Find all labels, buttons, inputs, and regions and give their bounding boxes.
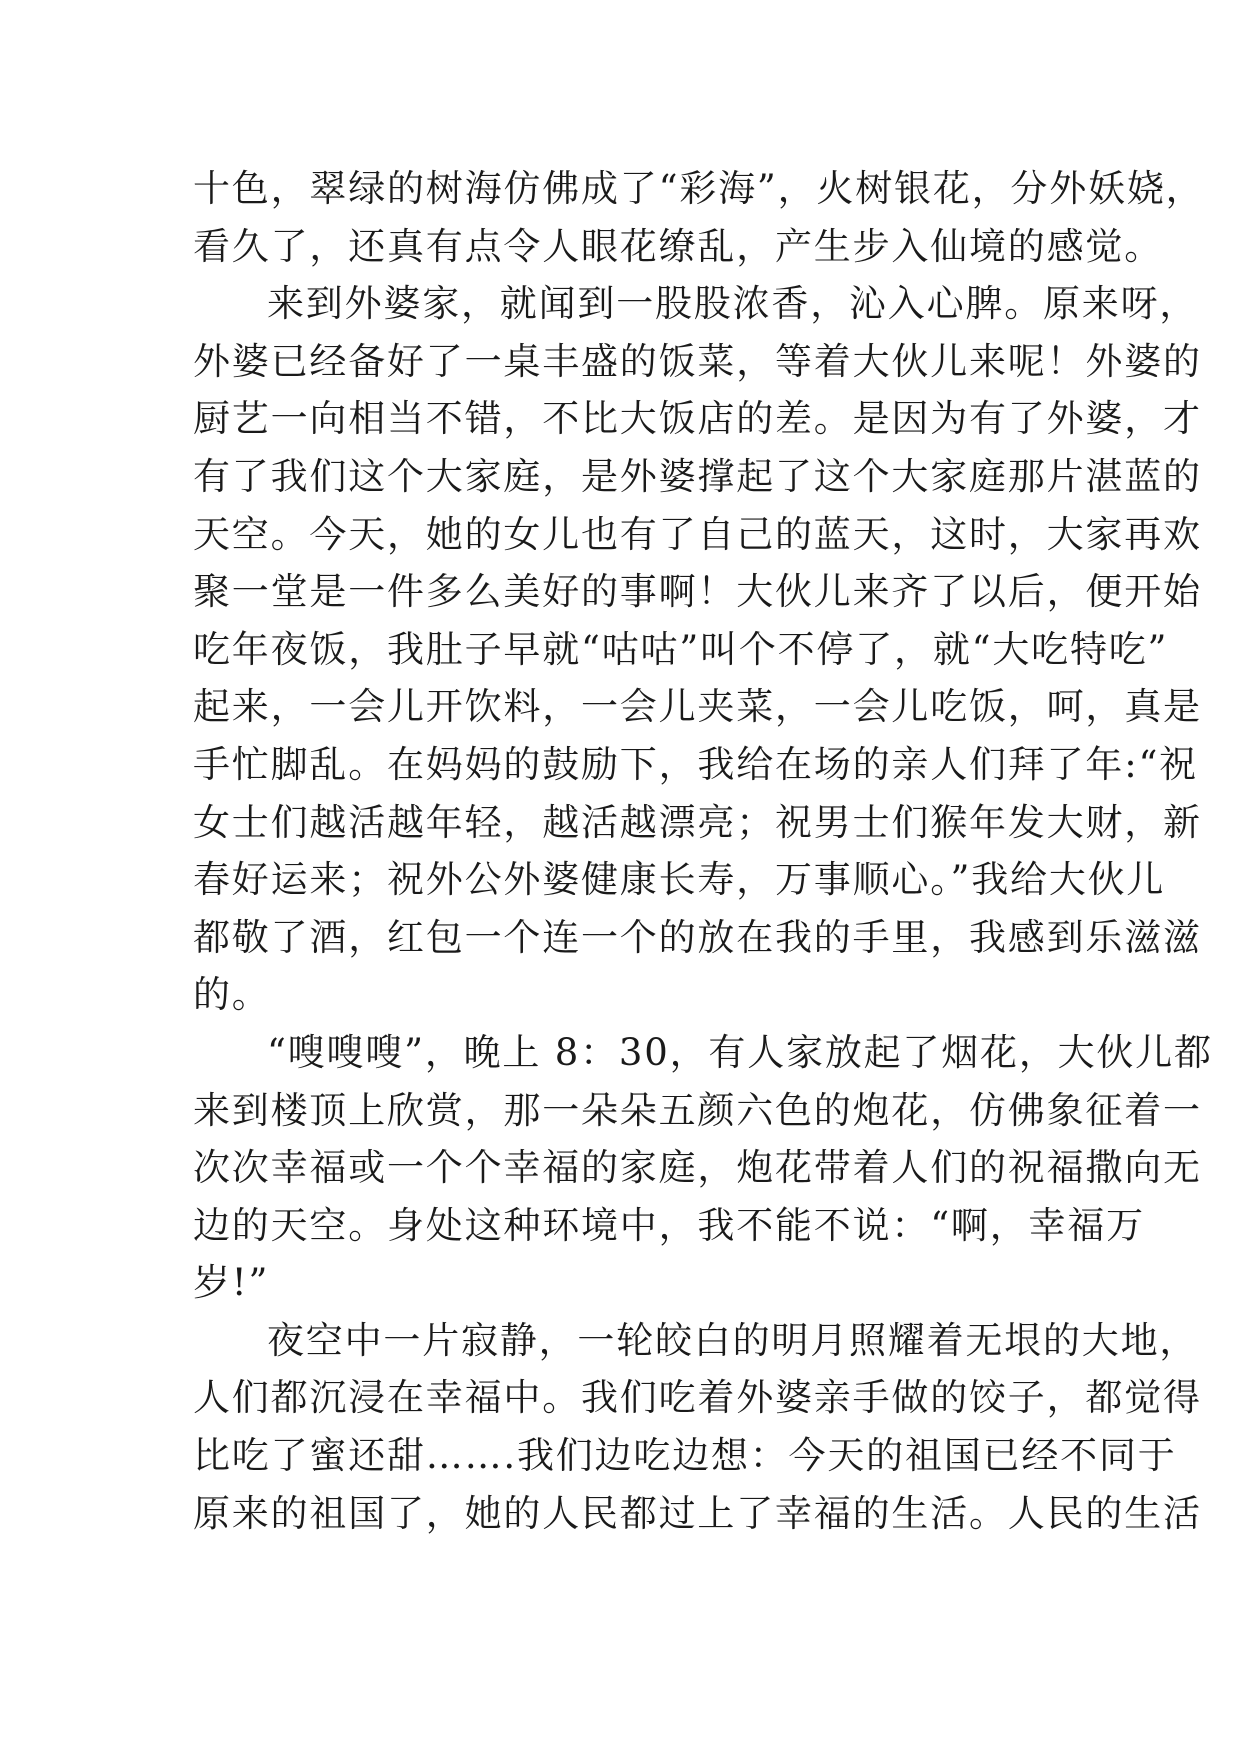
text-line: 吃年夜饭，我肚子早就“咕咕”叫个不停了，就“大吃特吃” xyxy=(193,627,1169,671)
text-line: 春好运来；祝外公外婆健康长寿，万事顺心。”我给大伙儿 xyxy=(193,858,1166,902)
text-line: 来到楼顶上欣赏，那一朵朵五颜六色的炮花，仿佛象征着一 xyxy=(193,1088,1202,1132)
body-text xyxy=(193,160,1213,1542)
text-line: 边的天空。身处这种环境中，我不能不说：“啊，幸福万 xyxy=(193,1203,1145,1247)
text-line: 有了我们这个大家庭，是外婆撑起了这个大家庭那片湛蓝的 xyxy=(193,454,1202,498)
text-line: 天空。今天，她的女儿也有了自己的蓝天，这时，大家再欢 xyxy=(193,512,1202,556)
text-line: 比吃了蜜还甜…….我们边吃边想：今天的祖国已经不同于 xyxy=(193,1434,1177,1478)
text-line: 厨艺一向相当不错，不比大饭店的差。是因为有了外婆，才 xyxy=(193,397,1202,441)
paragraph-start-line: 夜空中一片寂静，一轮皎白的明月照耀着无垠的大地， xyxy=(267,1318,1199,1362)
text-line: 次次幸福或一个个幸福的家庭，炮花带着人们的祝福撒向无 xyxy=(193,1146,1202,1190)
text-line: 的。 xyxy=(193,973,271,1017)
text-line: 看久了，还真有点令人眼花缭乱，产生步入仙境的感觉。 xyxy=(193,224,1163,268)
paragraph-start-line: 来到外婆家，就闻到一股股浓香，沁入心脾。原来呀， xyxy=(267,282,1199,326)
text-line: 聚一堂是一件多么美好的事啊！大伙儿来齐了以后，便开始 xyxy=(193,570,1202,614)
paragraph-start-line: “嗖嗖嗖”，晚上 8：30，有人家放起了烟花，大伙儿都 xyxy=(267,1030,1213,1074)
text-line: 外婆已经备好了一桌丰盛的饭菜，等着大伙儿来呢！外婆的 xyxy=(193,339,1202,383)
text-line: 手忙脚乱。在妈妈的鼓励下，我给在场的亲人们拜了年:“祝 xyxy=(193,742,1198,786)
text-line: 人们都沉浸在幸福中。我们吃着外婆亲手做的饺子，都觉得 xyxy=(193,1376,1202,1420)
text-line: 起来，一会儿开饮料，一会儿夹菜，一会儿吃饭，呵，真是 xyxy=(193,685,1202,729)
text-line: 都敬了酒，红包一个连一个的放在我的手里，我感到乐滋滋 xyxy=(193,915,1202,959)
text-line: 原来的祖国了，她的人民都过上了幸福的生活。人民的生活 xyxy=(193,1491,1202,1535)
text-line: 十色，翠绿的树海仿佛成了“彩海”，火树银花，分外妖娆， xyxy=(193,167,1205,210)
text-line: 岁!” xyxy=(193,1261,270,1305)
text-line: 女士们越活越年轻，越活越漂亮；祝男士们猴年发大财，新 xyxy=(193,800,1202,844)
